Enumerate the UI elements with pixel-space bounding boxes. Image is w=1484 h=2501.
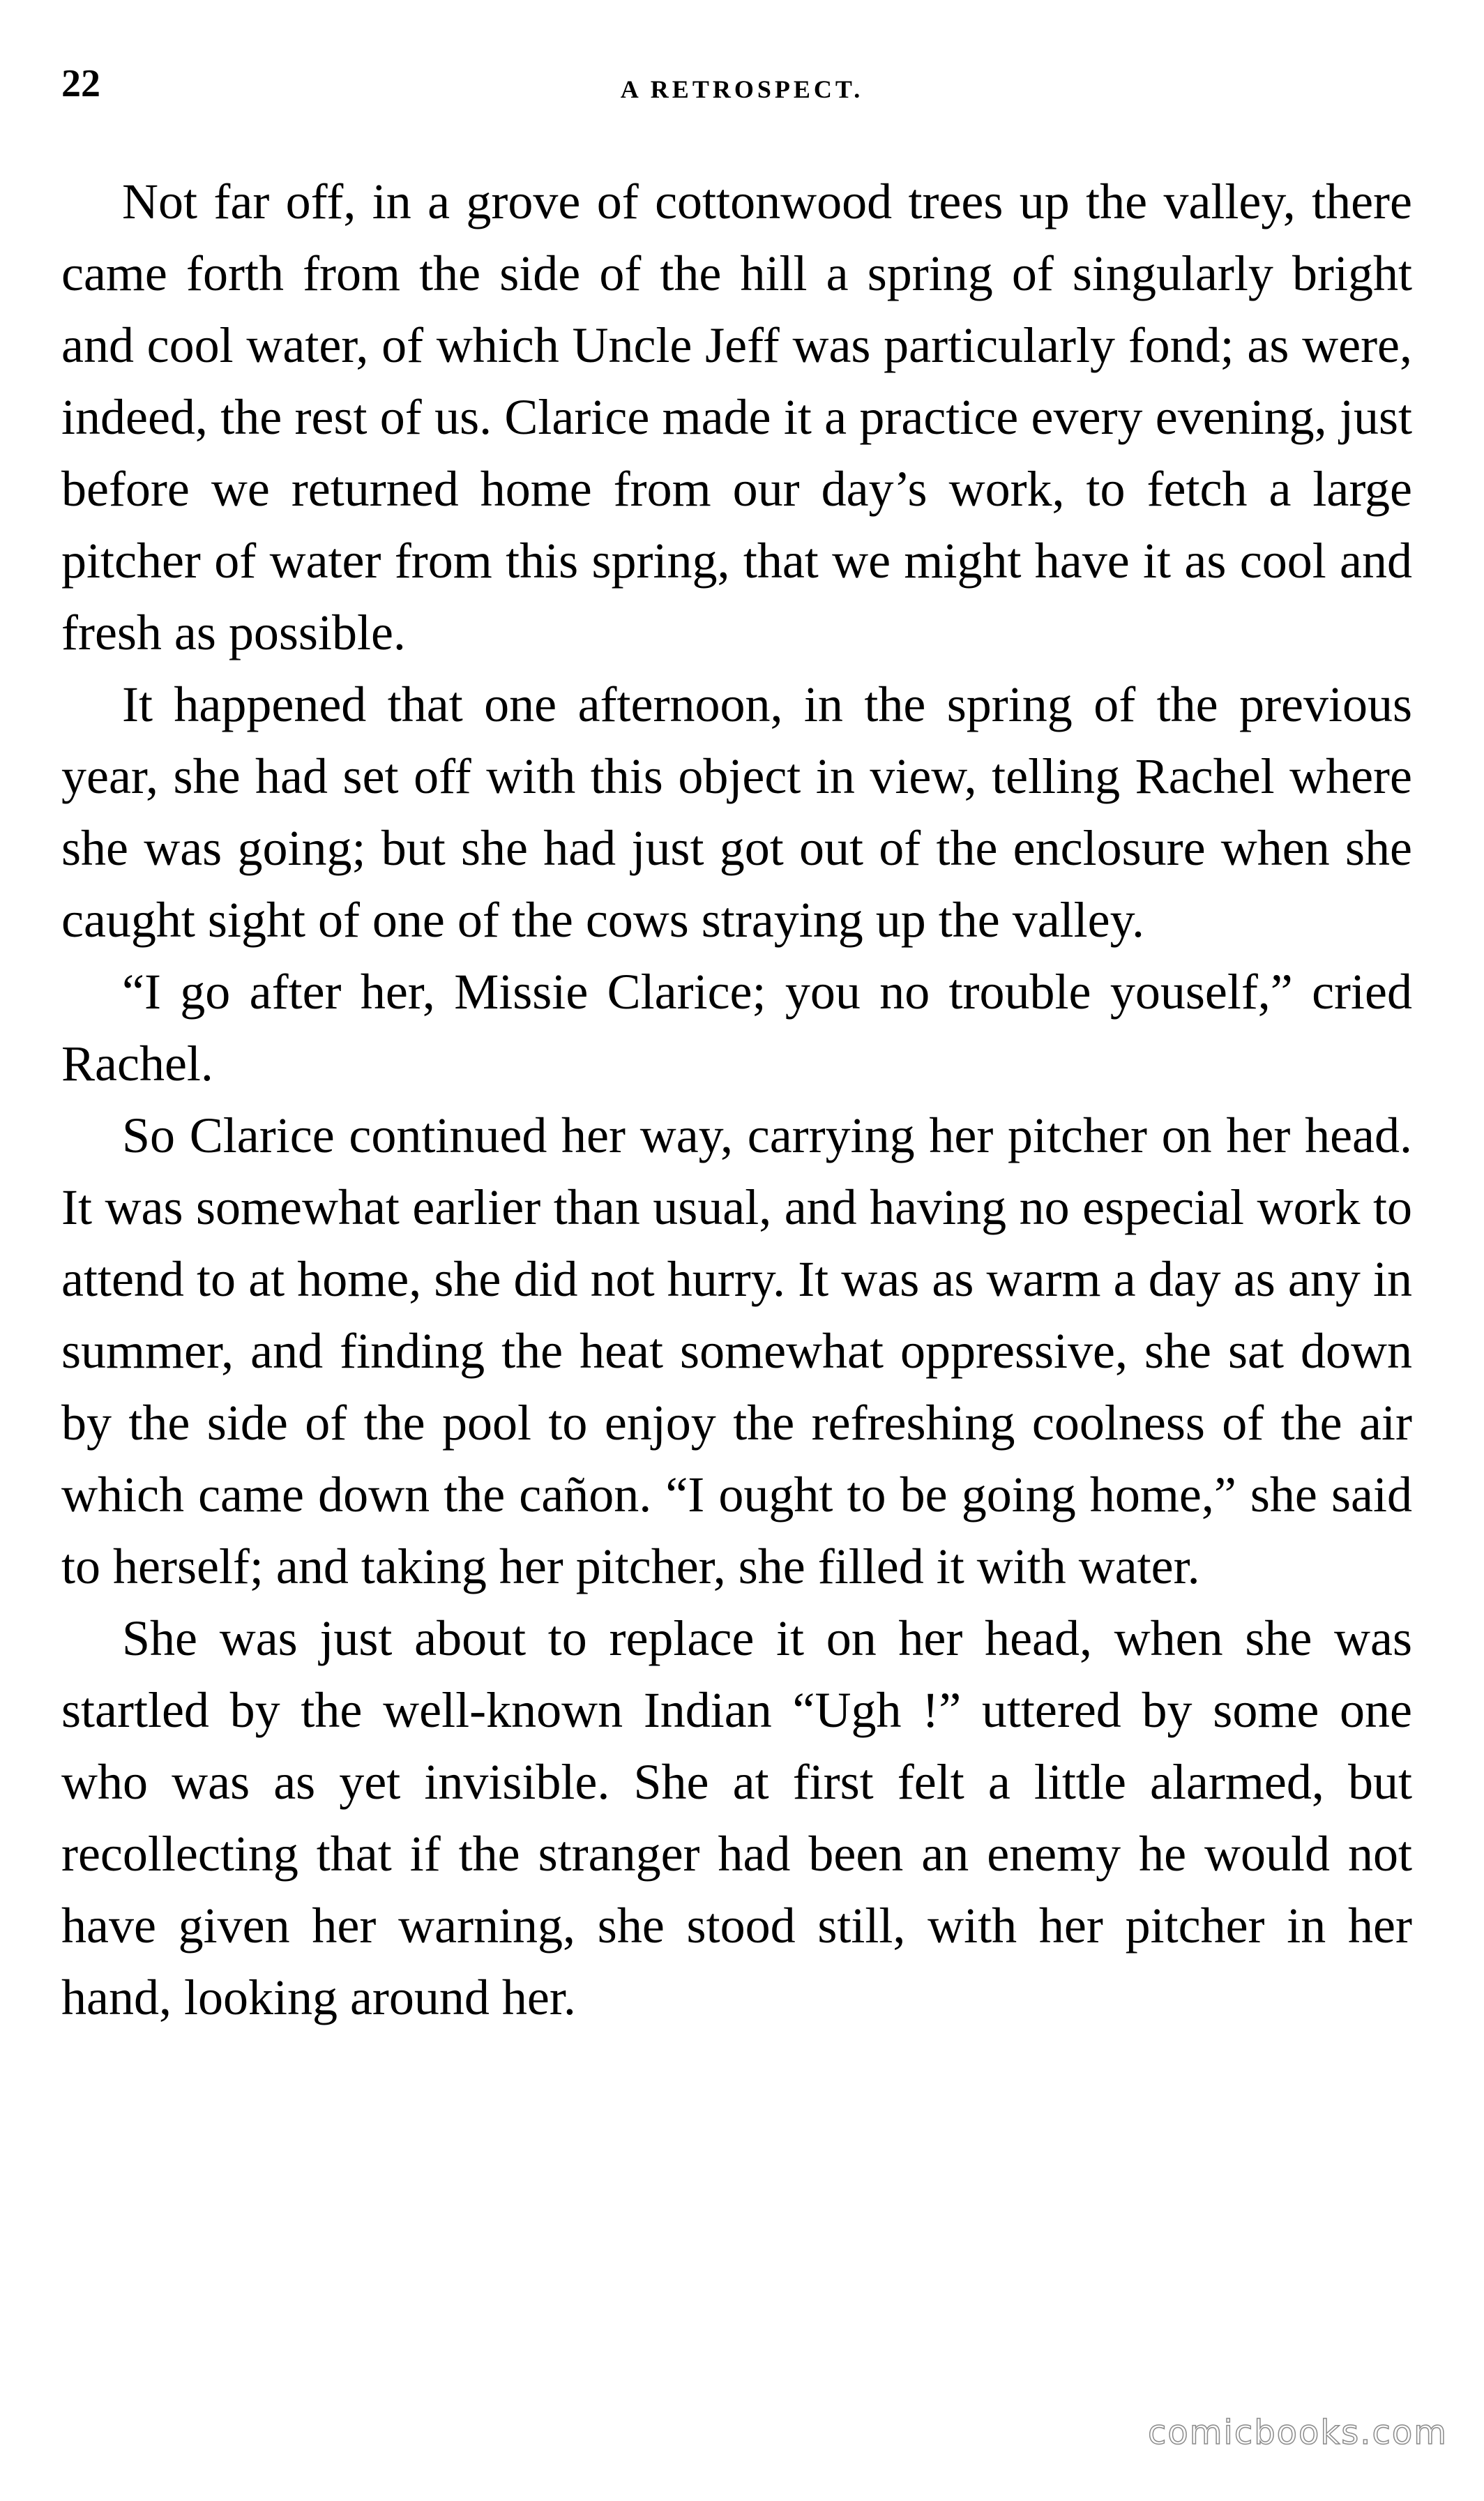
paragraph-1: Not far off, in a grove of cottonwood trees up the valley, there came forth from the side of the hill a spring of singularly bright and cool water, of which Uncle Jeff was particularly fond; as were, indeed, the rest of us. Clarice made it a practice every evening, just before we returned home from our day’s work, to fetch a large pitcher of water from this spring, that we might have it as cool and fresh as possible. xyxy=(61,174,1412,660)
running-head: A RETROSPECT. xyxy=(620,75,864,103)
watermark: comicbooks.com xyxy=(1147,2413,1448,2452)
paragraph-3: “I go after her, Missie Clarice; you no trouble youself,” cried Rachel. xyxy=(61,964,1412,1091)
paragraph-2: It happened that one afternoon, in the spring of the previous year, she had set off with this object in view, telling Rachel where she was going; but she had just got out of the enclosure when she caught sight of one of the cows straying up the valley. xyxy=(61,677,1412,948)
body-text xyxy=(61,166,1412,2034)
page-number: 22 xyxy=(61,62,100,105)
paragraph-4: So Clarice continued her way, carrying her pitcher on her head. It was somewhat earlier than usual, and having no especial work to attend to at home, she did not hurry. It was as warm a day as any in summer, and finding the heat somewhat oppressive, she sat down by the side of the pool to enjoy the refreshing coolness of the air which came down the cañon. “I ought to be going home,” she said to herself; and taking her pitcher, she filled it with water. xyxy=(61,1108,1412,1594)
paragraph-5: She was just about to replace it on her head, when she was startled by the well-known Indian “Ugh !” uttered by some one who was as yet invisible. She at first felt a little alarmed, but recollecting that if the stranger had been an enemy he would not have given her warning, she stood still, with her pitcher in her hand, looking around her. xyxy=(61,1610,1412,2025)
